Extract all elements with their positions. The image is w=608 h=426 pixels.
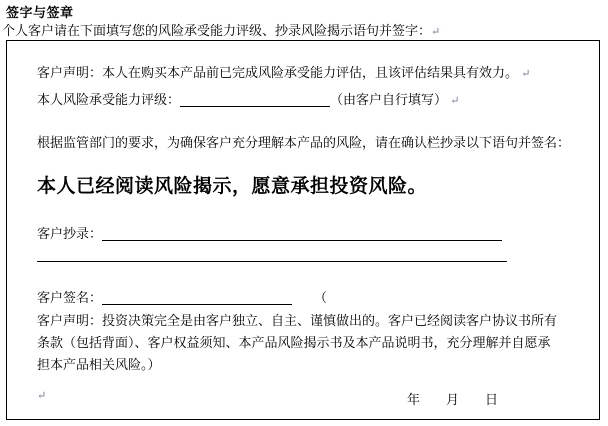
customer-signature-label: 客户签名： — [37, 290, 103, 305]
date-month-label: 月 — [446, 392, 486, 407]
customer-copy-line — [37, 224, 583, 244]
page-title: 签字与签章 — [6, 5, 74, 20]
risk-rating-input[interactable] — [180, 93, 330, 107]
intro-label: 个人客户请在下面填写您的风险承受能力评级、抄录风险揭示语句并签字： — [2, 23, 432, 38]
risk-rating-line — [37, 90, 583, 111]
paragraph-mark-icon: ↵ — [37, 390, 47, 402]
customer-copy-label: 客户抄录： — [37, 226, 103, 241]
customer-declaration-line — [37, 63, 583, 84]
paragraph-mark-icon: ↵ — [450, 95, 460, 107]
risk-rating-label: 本人风险承受能力评级： — [37, 92, 181, 107]
customer-signature-line — [37, 288, 583, 308]
paragraph-mark-icon: ↵ — [431, 26, 441, 38]
customer-copy-input[interactable] — [102, 227, 502, 241]
regulation-line — [37, 133, 583, 153]
signature-note-open: （ — [314, 290, 328, 305]
intro-text — [2, 20, 440, 39]
signature-note-paragraph: 客户声明：投资决策完全是由客户独立、自主、谨慎做出的。客户已经阅读客户协议书所有条款（包括背面）、客户权益须知、本产品风险揭示书及本产品说明书，充分理解并自愿承担本产品相关风险。） — [37, 313, 558, 372]
risk-rating-note: （由客户自行填写） — [330, 92, 448, 107]
customer-copy-second-rule[interactable] — [37, 260, 507, 262]
date-row — [407, 389, 524, 408]
regulation-text: 根据监管部门的要求，为确保客户充分理解本产品的风险，请在确认栏抄录以下语句并签名： — [37, 135, 571, 150]
signature-box-content — [37, 55, 583, 404]
customer-declaration-text: 客户声明：本人在购买本产品前已完成风险承受能力评估，且该评估结果具有效力。 — [37, 65, 519, 80]
date-year-label: 年 — [407, 392, 447, 407]
spacer — [37, 111, 583, 133]
risk-statement: 本人已经阅读风险揭示，愿意承担投资风险。 — [37, 176, 428, 197]
paragraph-mark-icon: ↵ — [521, 68, 531, 80]
date-day-label: 日 — [485, 392, 525, 407]
customer-signature-input[interactable] — [102, 291, 292, 305]
signature-box — [6, 40, 600, 420]
